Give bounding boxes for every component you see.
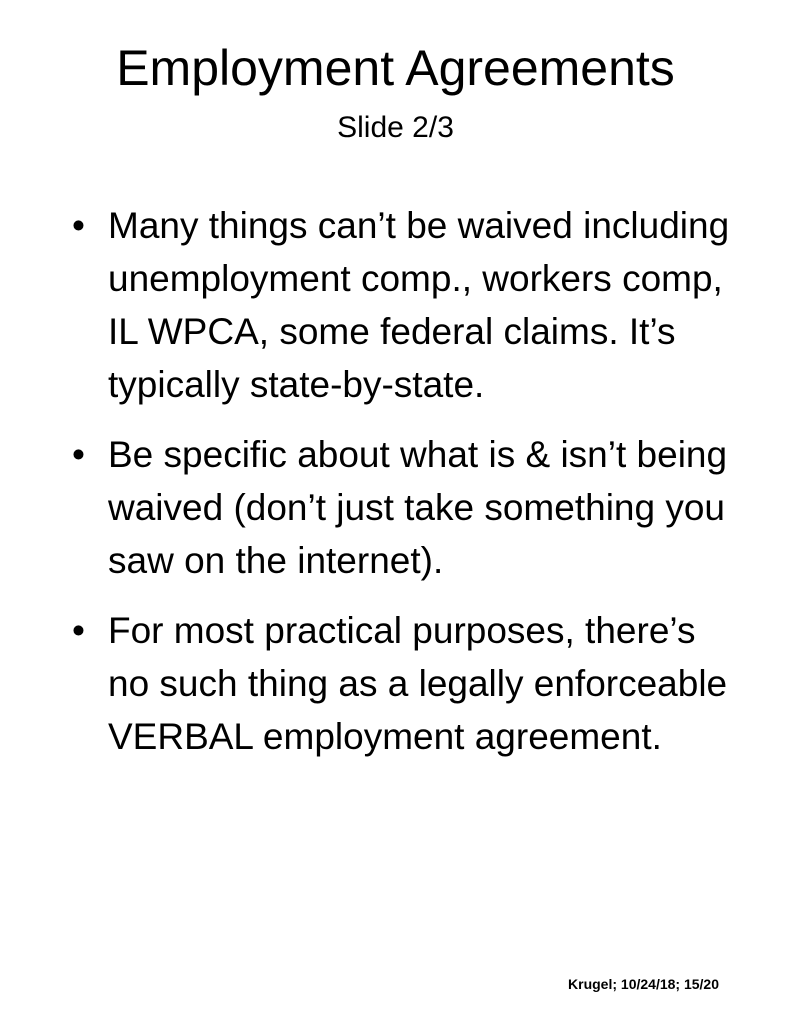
- bullet-icon: •: [72, 434, 85, 475]
- slide-title: Employment Agreements: [116, 40, 675, 96]
- bullet-text: Be specific about what is & isn’t being waived (don’t just take something you saw on the internet).: [108, 434, 728, 581]
- bullet-item: [72, 199, 732, 411]
- slide-subtitle: Slide 2/3: [337, 111, 454, 144]
- bullet-list: [72, 199, 732, 780]
- bullet-item: [72, 604, 732, 763]
- slide-footer: Krugel; 10/24/18; 15/20: [568, 976, 719, 992]
- bullet-item: [72, 428, 732, 587]
- bullet-icon: •: [72, 205, 85, 246]
- bullet-text: Many things can’t be waived including unemployment comp., workers comp, IL WPCA, some federal claims. It’s typically state-by-state.: [108, 205, 730, 405]
- bullet-icon: •: [72, 610, 85, 651]
- bullet-text: For most practical purposes, there’s no such thing as a legally enforceable VERBAL employment agreement.: [108, 610, 728, 757]
